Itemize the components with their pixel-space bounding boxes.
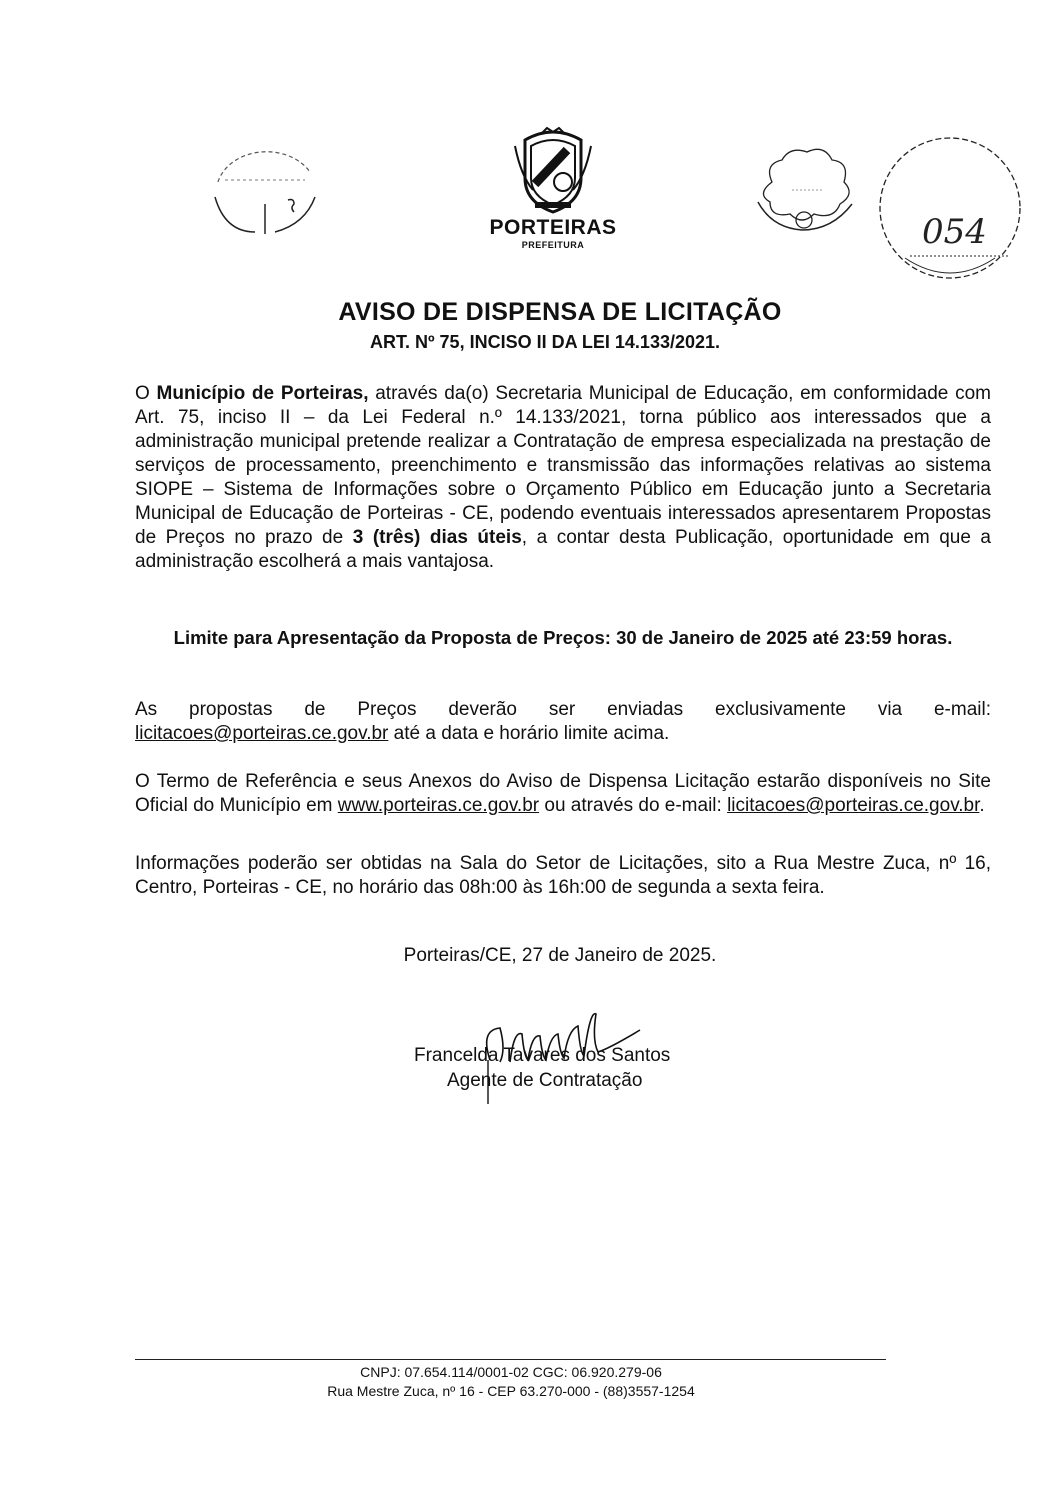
footer-address: Rua Mestre Zuca, nº 16 - CEP 63.270-000 - (88)3557-1254 xyxy=(327,1383,695,1399)
email-link[interactable]: licitacoes@porteiras.ce.gov.br xyxy=(135,723,389,744)
information-paragraph: Informações poderão ser obtidas na Sala do Setor de Licitações, sito a Rua Mestre Zuca, nº 16, Centro, Porteiras - CE, no horário das 08h:00 às 16h:00 de segunda a sexta feira. xyxy=(135,853,991,898)
submission-paragraph: As propostas de Preços deverão ser enviadas exclusivamente via e-mail: licitacoes@porteiras.ce.gov.br até a data e horário limite acima. xyxy=(135,699,991,744)
page-title: AVISO DE DISPENSA DE LICITAÇÃO xyxy=(338,298,782,326)
stamp-number: 054 xyxy=(922,212,987,252)
footer-registration: CNPJ: 07.654.114/0001-02 CGC: 06.920.279-06 xyxy=(360,1364,662,1380)
seal-stamp-middle xyxy=(752,142,862,242)
documents-paragraph: O Termo de Referência e seus Anexos do Aviso de Dispensa Licitação estarão disponíveis no Site Oficial do Município em www.porteiras.ce.gov.br ou através do e-mail: licitacoes@porteiras.ce.gov.br. xyxy=(135,771,991,816)
page-subtitle: ART. Nº 75, INCISO II DA LEI 14.133/2021. xyxy=(369,332,721,352)
brand-name: PORTEIRAS xyxy=(489,216,617,239)
brand-subtitle: PREFEITURA xyxy=(521,240,585,250)
signatory-role: Agente de Contratação xyxy=(447,1070,643,1091)
coat-of-arms-icon xyxy=(511,126,595,214)
website-link[interactable]: www.porteiras.ce.gov.br xyxy=(337,795,540,816)
page-number-stamp xyxy=(870,128,1030,293)
signatory-name: Francelda Tavares dos Santos xyxy=(414,1045,671,1066)
place-and-date: Porteiras/CE, 27 de Janeiro de 2025. xyxy=(403,945,717,966)
porteiras-logo xyxy=(488,126,618,256)
deadline-notice: Limite para Apresentação da Proposta de Preços: 30 de Janeiro de 2025 até 23:59 horas. xyxy=(173,627,953,648)
email-link[interactable]: licitacoes@porteiras.ce.gov.br xyxy=(727,795,980,816)
footer-divider xyxy=(135,1359,886,1360)
seal-stamp-left xyxy=(210,142,320,247)
announcement-paragraph: O Município de Porteiras, através da(o) Secretaria Municipal de Educação, em conformidade com Art. 75, inciso II – da Lei Federal n.º 14.133/2021, torna público aos interessados que a administração municipal pretende realizar a Contratação de empresa especializada na prestação de serviços de processamento, preenchimento e transmissão das informações relativas ao sistema SIOPE – Sistema de Informações sobre o Orçamento Público em Educação junto a Secretaria Municipal de Educação de Porteiras - CE, podendo eventuais interessados apresentarem Propostas de Preços no prazo de 3 (três) dias úteis, a contar desta Publicação, oportunidade em que a administração escolherá a mais vantajosa. xyxy=(135,383,992,572)
